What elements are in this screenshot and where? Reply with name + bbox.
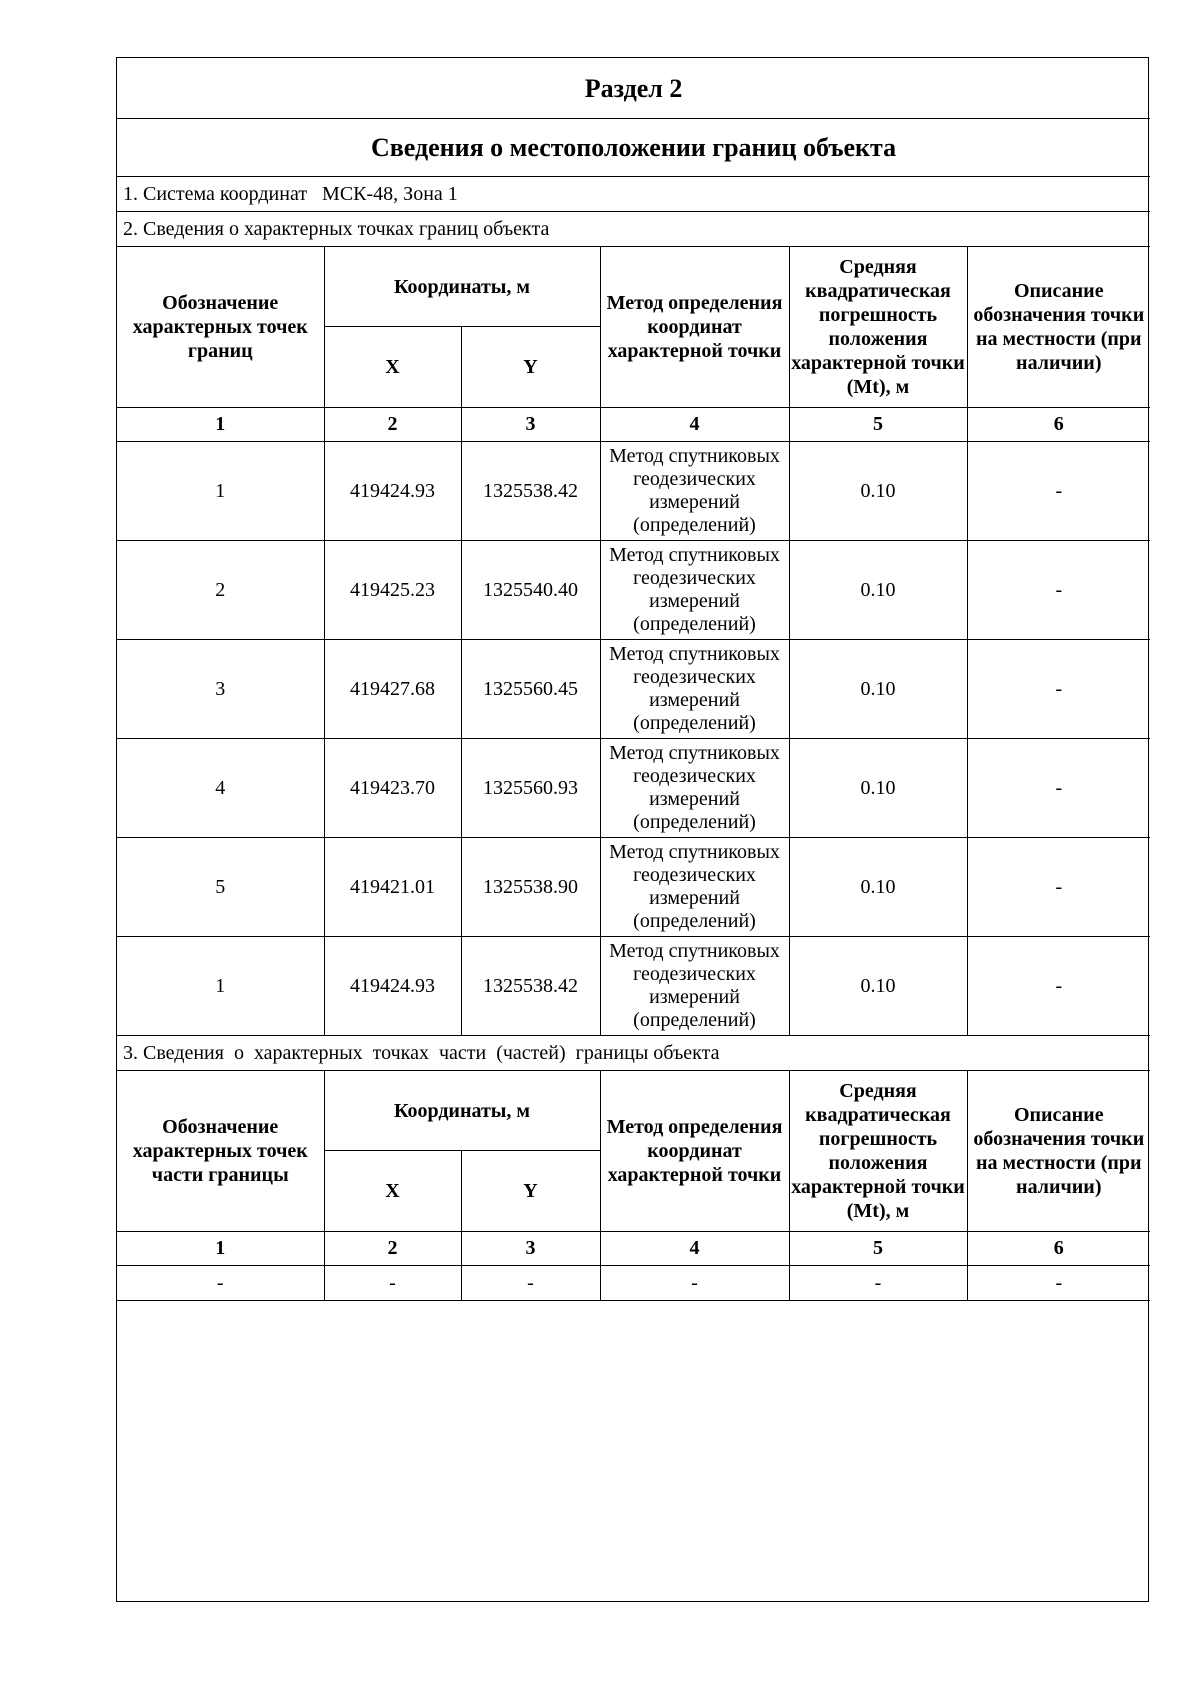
table-row [117,1266,1150,1301]
point-x: 419425.23 [324,541,461,640]
point-method: Метод спутниковых геодезических измерений (определений) [600,442,789,541]
point-mt: 0.10 [789,937,967,1036]
point-method: Метод спутниковых геодезических измерений (определений) [600,739,789,838]
header-error: Средняя квадратическая погрешность положения характерной точки (Mt), м [789,247,967,408]
point-mt: 0.10 [789,739,967,838]
point-y: 1325538.42 [461,442,600,541]
coordinate-system: 1. Система координат МСК-48, Зона 1 [117,177,1150,212]
column-number: 2 [324,1232,461,1266]
point-y: 1325560.45 [461,640,600,739]
point-description: - [967,442,1150,541]
table-row [117,442,1150,541]
point-mt: 0.10 [789,541,967,640]
point-mt: 0.10 [789,442,967,541]
points-heading: 2. Сведения о характерных точках границ объекта [117,212,1150,247]
column-number: 4 [600,408,789,442]
point-id: 1 [117,442,324,541]
point-id: 4 [117,739,324,838]
point-id: 3 [117,640,324,739]
header-part-designation: Обозначение характерных точек части границы [117,1071,324,1232]
header-method: Метод определения координат характерной точки [600,247,789,408]
point-description: - [967,739,1150,838]
header-part-error: Средняя квадратическая погрешность положения характерной точки (Mt), м [789,1071,967,1232]
blank-area [117,1301,1150,1583]
column-number: 6 [967,1232,1150,1266]
header-coordinates: Координаты, м [324,247,600,327]
column-numbers-row [117,408,1150,442]
column-number: 3 [461,408,600,442]
header-part-coordinates: Координаты, м [324,1071,600,1151]
column-number: 6 [967,408,1150,442]
part-cell: - [324,1266,461,1301]
part-cell: - [789,1266,967,1301]
document-title: Сведения о местоположении границ объекта [117,119,1150,177]
header-part-description: Описание обозначения точки на местности (при наличии) [967,1071,1150,1232]
column-number: 5 [789,1232,967,1266]
point-x: 419423.70 [324,739,461,838]
part-cell: - [117,1266,324,1301]
document-frame [116,57,1149,1602]
point-x: 419424.93 [324,937,461,1036]
table-row [117,739,1150,838]
header-part-y: Y [461,1151,600,1232]
point-description: - [967,541,1150,640]
point-method: Метод спутниковых геодезических измерений (определений) [600,541,789,640]
point-x: 419421.01 [324,838,461,937]
column-number: 1 [117,1232,324,1266]
part-cell: - [600,1266,789,1301]
point-method: Метод спутниковых геодезических измерений (определений) [600,937,789,1036]
point-y: 1325540.40 [461,541,600,640]
column-number: 2 [324,408,461,442]
table-row [117,640,1150,739]
table-row [117,937,1150,1036]
point-id: 5 [117,838,324,937]
part-cell: - [967,1266,1150,1301]
point-description: - [967,640,1150,739]
column-number: 3 [461,1232,600,1266]
header-part-x: X [324,1151,461,1232]
column-number: 5 [789,408,967,442]
point-y: 1325560.93 [461,739,600,838]
parts-heading: 3. Сведения о характерных точках части (частей) границы объекта [117,1036,1150,1071]
table-row [117,541,1150,640]
point-mt: 0.10 [789,838,967,937]
point-x: 419424.93 [324,442,461,541]
table-row [117,838,1150,937]
part-cell: - [461,1266,600,1301]
section-title: Раздел 2 [117,58,1150,119]
column-number: 1 [117,408,324,442]
point-y: 1325538.90 [461,838,600,937]
point-id: 2 [117,541,324,640]
header-y: Y [461,327,600,408]
point-method: Метод спутниковых геодезических измерений (определений) [600,838,789,937]
main-table [117,58,1150,1582]
point-y: 1325538.42 [461,937,600,1036]
column-number: 4 [600,1232,789,1266]
header-description: Описание обозначения точки на местности (при наличии) [967,247,1150,408]
point-description: - [967,937,1150,1036]
header-designation: Обозначение характерных точек границ [117,247,324,408]
point-description: - [967,838,1150,937]
point-x: 419427.68 [324,640,461,739]
point-method: Метод спутниковых геодезических измерений (определений) [600,640,789,739]
point-mt: 0.10 [789,640,967,739]
header-x: X [324,327,461,408]
point-id: 1 [117,937,324,1036]
column-numbers-row [117,1232,1150,1266]
header-part-method: Метод определения координат характерной точки [600,1071,789,1232]
